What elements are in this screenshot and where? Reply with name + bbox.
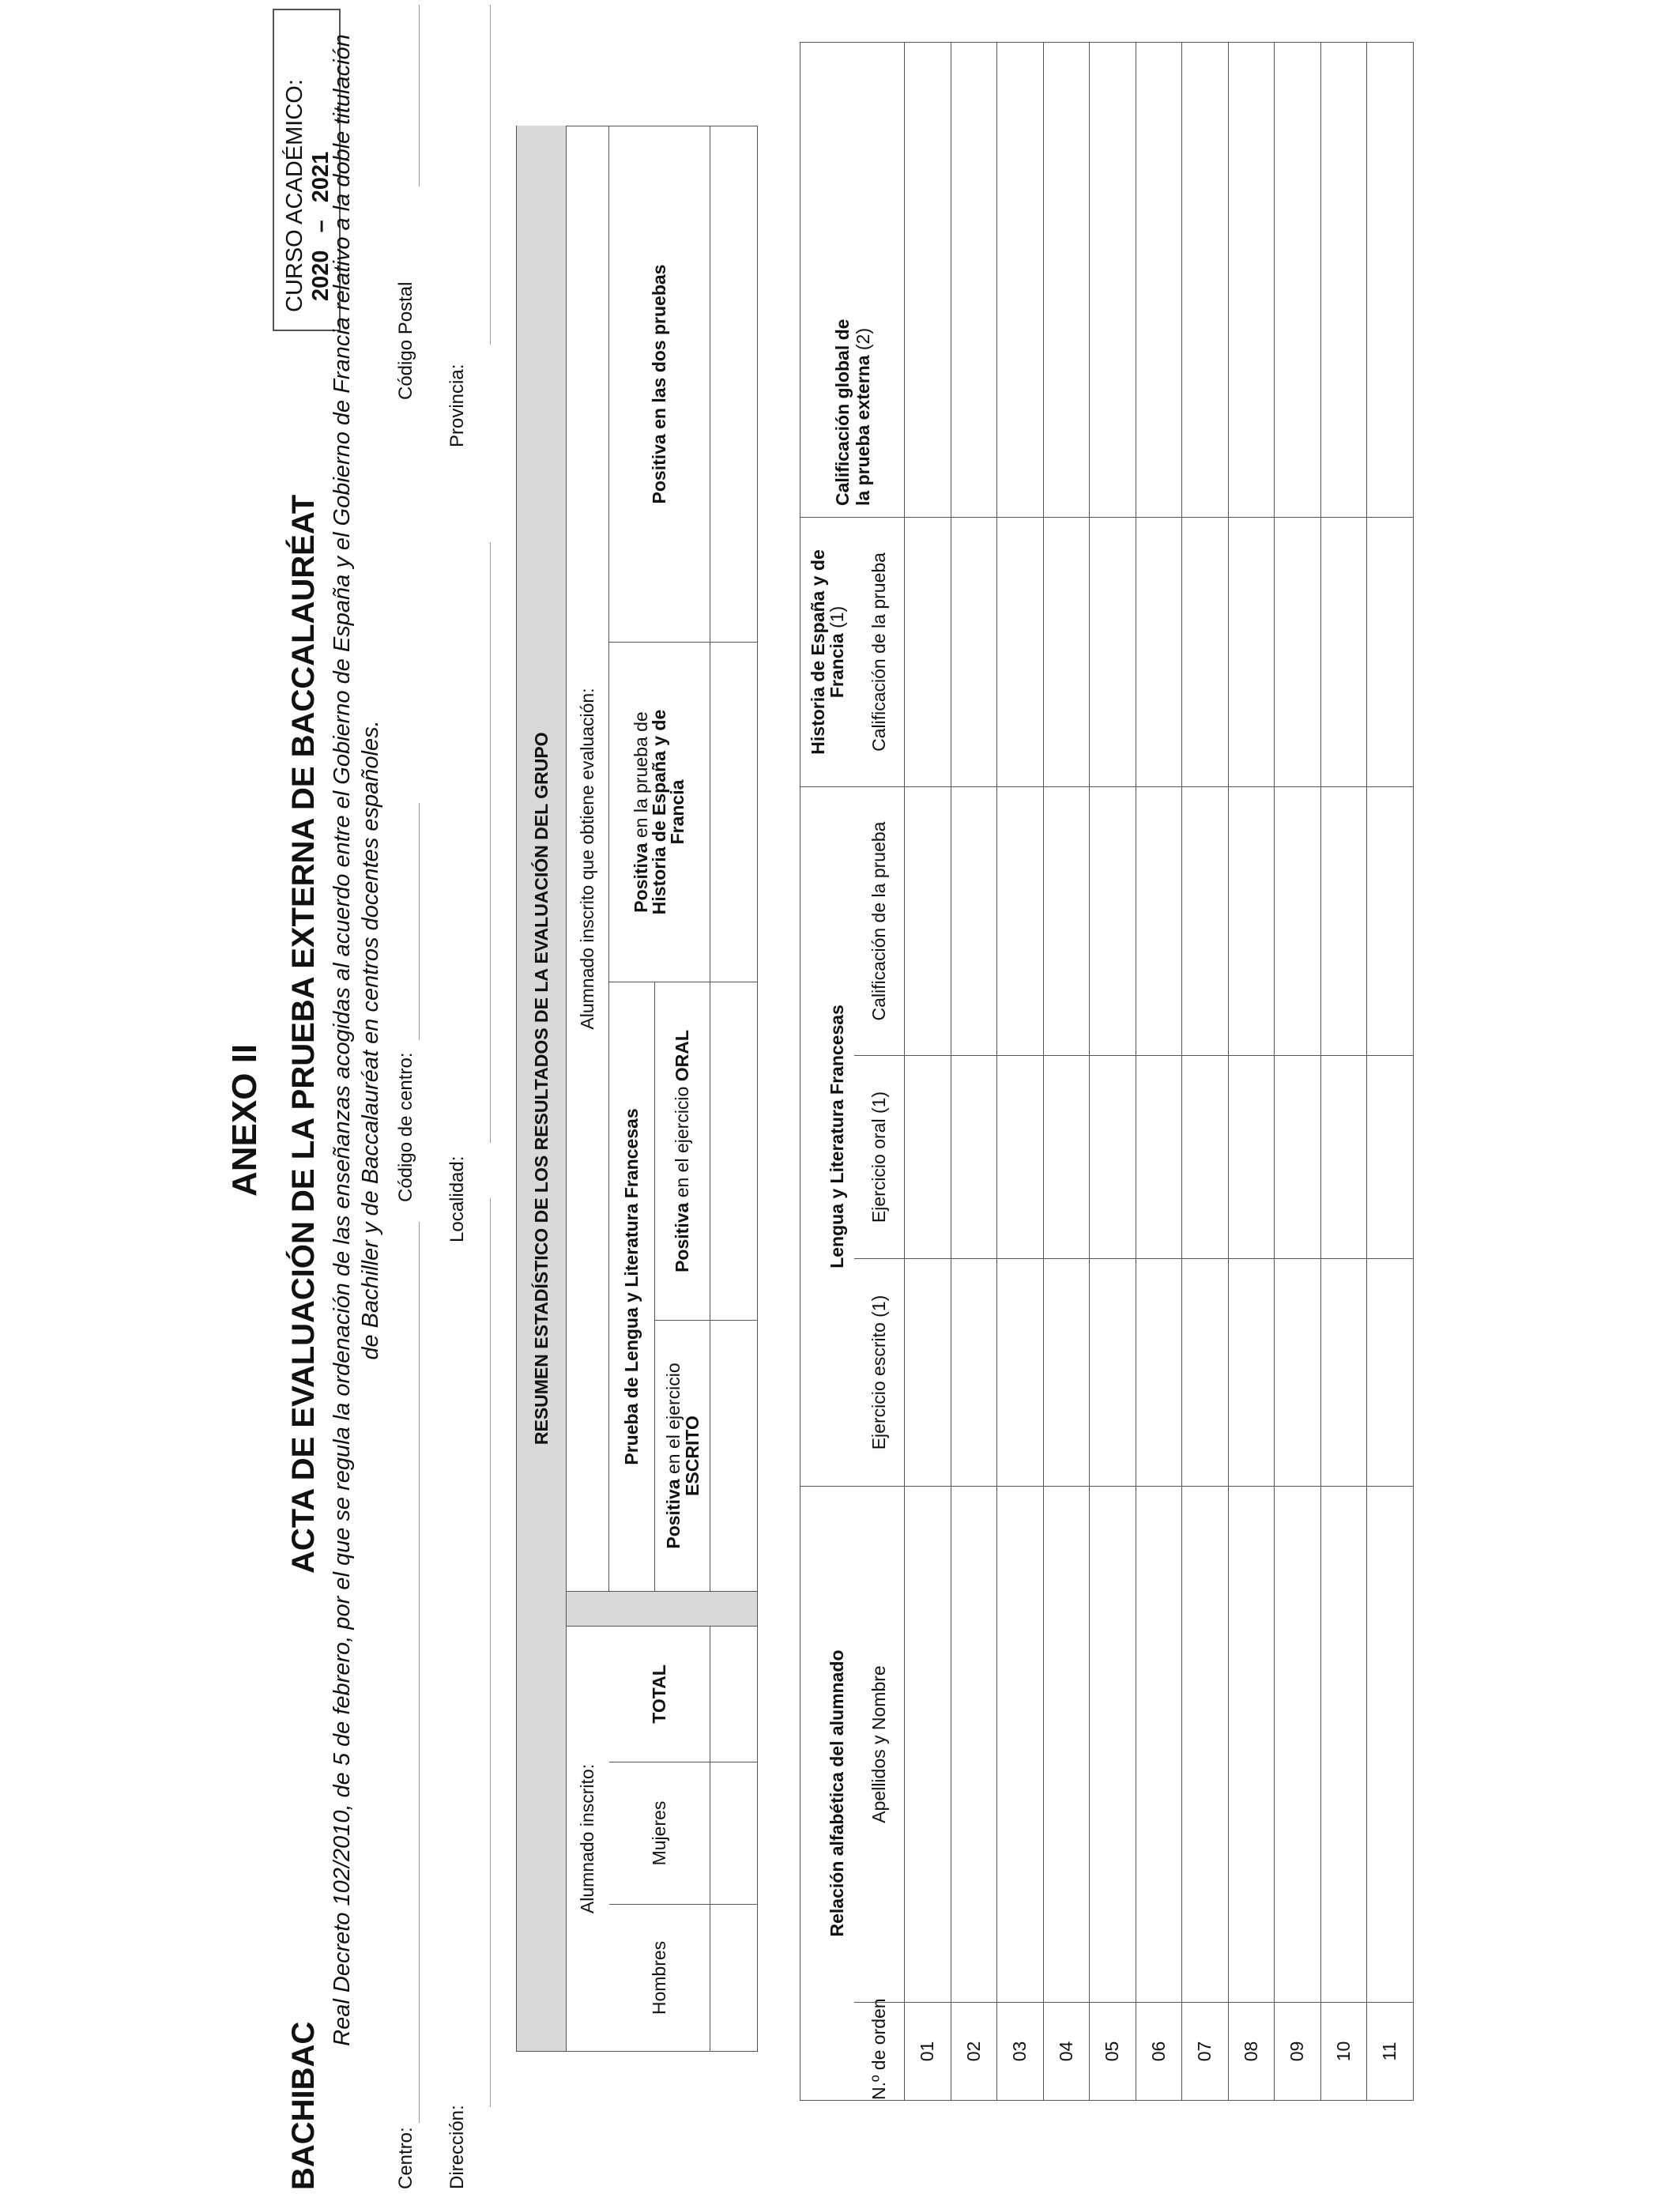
escrito-cell[interactable] — [1136, 1259, 1182, 1487]
curso-year-end: 2021 — [308, 151, 333, 203]
hombres-value[interactable] — [710, 1905, 758, 2052]
calif-lengua-cell[interactable] — [1136, 786, 1182, 1055]
student-rows — [905, 42, 1414, 2100]
row-number: 02 — [951, 2003, 997, 2101]
positiva-escrito-a: Positiva — [662, 1479, 684, 1549]
summary-spacer — [567, 1592, 758, 1627]
table-row — [951, 42, 997, 2100]
positiva-escrito-c: ESCRITO — [681, 1416, 703, 1496]
direccion-line[interactable] — [490, 1198, 491, 2107]
escrito-cell[interactable] — [951, 1259, 997, 1487]
hombres-header: Hombres — [609, 1905, 710, 2052]
table-row — [1090, 42, 1136, 2100]
escrito-cell[interactable] — [1090, 1259, 1136, 1487]
escrito-cell[interactable] — [1043, 1259, 1090, 1487]
oral-cell[interactable] — [951, 1056, 997, 1259]
global-c: (2) — [852, 327, 873, 351]
escrito-cell[interactable] — [905, 1259, 951, 1487]
global-cell[interactable] — [1136, 42, 1182, 517]
page-title: ACTA DE EVALUACIÓN DE LA PRUEBA EXTERNA DE BACCALAURÉAT — [286, 494, 321, 1574]
oral-cell[interactable] — [1136, 1056, 1182, 1259]
global-cell[interactable] — [1090, 42, 1136, 517]
calif-lengua-cell[interactable] — [1367, 786, 1414, 1055]
ej-oral-header: Ejercicio oral (1) — [854, 1056, 905, 1259]
oral-cell[interactable] — [997, 1056, 1044, 1259]
escrito-cell[interactable] — [1228, 1259, 1275, 1487]
apellidos-cell[interactable] — [997, 1487, 1044, 2003]
centro-line[interactable] — [419, 1222, 420, 2123]
oral-cell[interactable] — [1275, 1056, 1321, 1259]
codigo-centro-label: Código de centro: — [395, 1052, 416, 1202]
oral-cell[interactable] — [1182, 1056, 1229, 1259]
positiva-historia-d: Francia — [667, 779, 687, 845]
calif-historia-cell[interactable] — [905, 517, 951, 786]
table-row — [1320, 42, 1367, 2100]
inscrito-header: Alumnado inscrito: — [567, 1627, 609, 2052]
apellidos-cell[interactable] — [1043, 1487, 1090, 2003]
table-row — [905, 42, 951, 2100]
calif-lengua-cell[interactable] — [1228, 786, 1275, 1055]
summary-title: RESUMEN ESTADÍSTICO DE LOS RESULTADOS DE LA EVALUACIÓN DEL GRUPO — [517, 126, 567, 2052]
positiva-escrito-b: en el ejercicio — [662, 1363, 684, 1480]
apellidos-cell[interactable] — [1136, 1487, 1182, 2003]
oral-cell[interactable] — [1043, 1056, 1090, 1259]
curso-year-start: 2020 — [308, 250, 333, 301]
decree-text: Real Decreto 102/2010, de 5 de febrero, por el que se regula la ordenación de las enseñanzas acogidas al acuerdo entre el Gobierno de España y el Gobierno de Francia relativo a la doble titulación de Bachiller y de Baccalauréat en centros docentes españoles. — [330, 34, 383, 2046]
apellidos-cell[interactable] — [1090, 1487, 1136, 2003]
calif-historia-cell[interactable] — [1275, 517, 1321, 786]
global-cell[interactable] — [1320, 42, 1367, 517]
positiva-historia-value[interactable] — [710, 643, 758, 982]
calif-lengua-cell[interactable] — [951, 786, 997, 1055]
lengua-header: Lengua y Literatura Francesas — [800, 786, 854, 1486]
apellidos-cell[interactable] — [1320, 1487, 1367, 2003]
positiva-oral-b: en el ejercicio — [672, 1081, 692, 1203]
codigo-postal-line[interactable] — [419, 5, 420, 187]
row-number: 11 — [1367, 2003, 1414, 2101]
oral-cell[interactable] — [1367, 1056, 1414, 1259]
inscrito-evaluacion-header: Alumnado inscrito que obtiene evaluación: — [567, 126, 609, 1592]
escrito-cell[interactable] — [1320, 1259, 1367, 1487]
direccion-label: Dirección: — [446, 2105, 468, 2189]
provincia-line[interactable] — [490, 5, 491, 345]
table-row — [1043, 42, 1090, 2100]
positiva-historia-c: Historia de España y de — [649, 709, 669, 915]
table-row — [1275, 42, 1321, 2100]
prueba-lengua-header: Prueba de Lengua y Literatura Francesas — [609, 982, 655, 1592]
positiva-historia-b: en la prueba de — [631, 711, 651, 843]
oral-cell[interactable] — [1090, 1056, 1136, 1259]
global-cell[interactable] — [1228, 42, 1275, 517]
ej-escrito-header: Ejercicio escrito (1) — [854, 1259, 905, 1487]
escrito-cell[interactable] — [997, 1259, 1044, 1487]
mujeres-value[interactable] — [710, 1762, 758, 1905]
calif-historia-cell[interactable] — [1136, 517, 1182, 786]
positiva-dos-header: Positiva en las dos pruebas — [609, 126, 710, 643]
table-row — [1228, 42, 1275, 2100]
global-cell[interactable] — [905, 42, 951, 517]
calif-historia-cell[interactable] — [1228, 517, 1275, 786]
calif-historia-cell[interactable] — [1367, 517, 1414, 786]
apellidos-header: Apellidos y Nombre — [854, 1487, 905, 2003]
row-number: 10 — [1320, 2003, 1367, 2101]
apellidos-cell[interactable] — [1275, 1487, 1321, 2003]
apellidos-cell[interactable] — [1367, 1487, 1414, 2003]
calif-lengua-cell[interactable] — [1043, 786, 1090, 1055]
apellidos-cell[interactable] — [905, 1487, 951, 2003]
row-number: 05 — [1090, 2003, 1136, 2101]
positiva-escrito-header — [655, 1321, 710, 1592]
row-number: 06 — [1136, 2003, 1182, 2101]
historia-b: Francia — [826, 633, 847, 699]
positiva-dos-value[interactable] — [710, 126, 758, 643]
global-cell[interactable] — [951, 42, 997, 517]
calif-historia-cell[interactable] — [1320, 517, 1367, 786]
total-value[interactable] — [710, 1627, 758, 1762]
global-cell[interactable] — [1367, 42, 1414, 517]
calif-historia-header: Calificación de la prueba — [854, 517, 905, 786]
global-b: la prueba externa — [852, 355, 873, 506]
total-header: TOTAL — [609, 1627, 710, 1762]
global-cell[interactable] — [1043, 42, 1090, 517]
escrito-cell[interactable] — [1367, 1259, 1414, 1487]
student-table — [800, 42, 1414, 2101]
program-label: BACHIBAC — [286, 2021, 321, 2190]
global-cell[interactable] — [1275, 42, 1321, 517]
table-row — [997, 42, 1044, 2100]
positiva-oral-a: Positiva — [672, 1202, 692, 1272]
row-number: 03 — [997, 2003, 1044, 2101]
calif-historia-cell[interactable] — [951, 517, 997, 786]
positiva-historia-a: Positiva — [631, 843, 651, 913]
table-row — [1136, 42, 1182, 2100]
calif-lengua-header: Calificación de la prueba — [854, 786, 905, 1055]
row-number: 07 — [1182, 2003, 1229, 2101]
anexo-title: ANEXO II — [225, 1043, 264, 1197]
positiva-escrito-value[interactable] — [710, 1321, 758, 1592]
positiva-oral-c: ORAL — [672, 1030, 692, 1082]
escrito-cell[interactable] — [1275, 1259, 1321, 1487]
calif-historia-cell[interactable] — [1043, 517, 1090, 786]
apellidos-cell[interactable] — [1182, 1487, 1229, 2003]
mujeres-header: Mujeres — [609, 1762, 710, 1905]
historia-header — [800, 517, 854, 786]
relacion-header: Relación alfabética del alumnado — [800, 1487, 854, 2101]
codigo-centro-line[interactable] — [419, 803, 420, 1040]
positiva-oral-header — [655, 982, 710, 1321]
positiva-oral-value[interactable] — [710, 982, 758, 1321]
calif-lengua-cell[interactable] — [1275, 786, 1321, 1055]
table-row — [1367, 42, 1414, 2100]
row-number: 08 — [1228, 2003, 1275, 2101]
curso-dash: – — [308, 220, 333, 233]
calif-historia-cell[interactable] — [997, 517, 1044, 786]
num-orden-header: N.º de orden — [854, 2003, 905, 2101]
provincia-label: Provincia: — [446, 364, 468, 447]
summary-table — [516, 126, 758, 2052]
escrito-cell[interactable] — [1182, 1259, 1229, 1487]
calif-historia-cell[interactable] — [1090, 517, 1136, 786]
global-cell[interactable] — [997, 42, 1044, 517]
global-header — [800, 42, 905, 517]
row-number: 04 — [1043, 2003, 1090, 2101]
apellidos-cell[interactable] — [1228, 1487, 1275, 2003]
centro-label: Centro: — [395, 2127, 416, 2189]
localidad-label: Localidad: — [446, 1155, 468, 1242]
apellidos-cell[interactable] — [951, 1487, 997, 2003]
table-row — [1182, 42, 1229, 2100]
calif-lengua-cell[interactable] — [1182, 786, 1229, 1055]
oral-cell[interactable] — [1228, 1056, 1275, 1259]
oral-cell[interactable] — [905, 1056, 951, 1259]
calif-lengua-cell[interactable] — [997, 786, 1044, 1055]
codigo-postal-label: Código Postal — [395, 281, 416, 400]
historia-c: (1) — [826, 605, 847, 628]
global-a: Calificación global de — [831, 319, 853, 506]
positiva-historia-header — [609, 643, 710, 982]
calif-lengua-cell[interactable] — [905, 786, 951, 1055]
historia-a: Historia de España y de — [807, 549, 828, 755]
calif-lengua-cell[interactable] — [1090, 786, 1136, 1055]
localidad-line[interactable] — [490, 542, 491, 1143]
global-cell[interactable] — [1182, 42, 1229, 517]
calif-lengua-cell[interactable] — [1320, 786, 1367, 1055]
row-number: 09 — [1275, 2003, 1321, 2101]
curso-label: CURSO ACADÉMICO: — [282, 79, 307, 312]
oral-cell[interactable] — [1320, 1056, 1367, 1259]
calif-historia-cell[interactable] — [1182, 517, 1229, 786]
row-number: 01 — [905, 2003, 951, 2101]
